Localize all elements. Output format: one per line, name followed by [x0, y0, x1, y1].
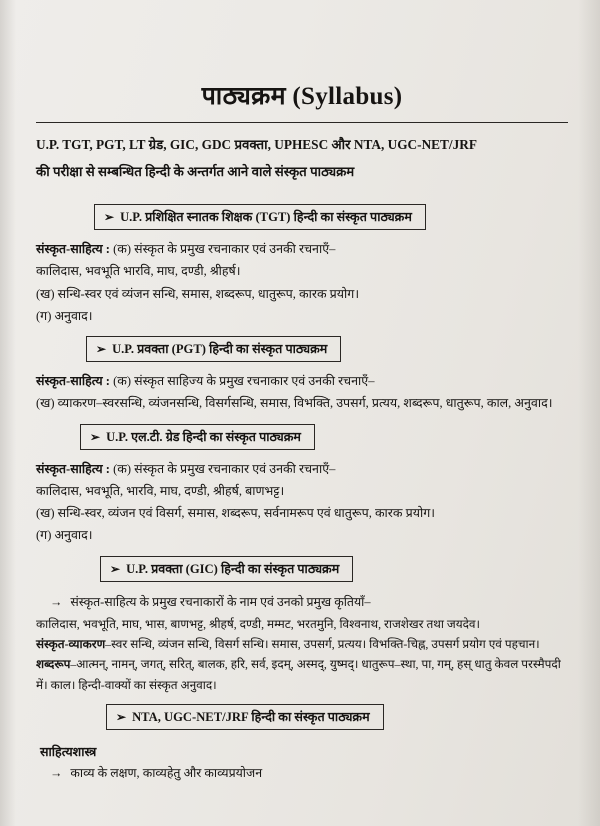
section-heading-pgt [86, 336, 341, 362]
section-gic-line-3 [36, 676, 570, 694]
line-label: शब्दरूप [36, 657, 71, 672]
arrow-icon: → [50, 766, 63, 781]
arrow-icon: → [50, 594, 63, 609]
arrow-icon: ➢ [90, 429, 101, 444]
section-heading-text: U.P. प्रशिक्षित स्नातक शिक्षक (TGT) हिन्दी का संस्कृत पाठ्यक्रम [120, 210, 412, 225]
section-heading-lt-grade [80, 424, 315, 450]
line-text: (ग) अनुवाद। [36, 528, 93, 543]
line-label: संस्कृत-व्याकरण [36, 637, 106, 652]
section-gic-line-2 [36, 655, 570, 673]
line-text: कालिदास, भवभूति भारवि, माघ, दण्डी, श्रीहर्ष। [36, 264, 241, 279]
exam-line-2: की परीक्षा से सम्बन्धित हिन्दी के अन्तर्गत आने वाले संस्कृत पाठ्यक्रम [36, 163, 355, 179]
section-lt-line-0 [36, 459, 570, 479]
section-lt-grade [34, 416, 570, 457]
section-gic-arrow-item-0 [50, 593, 570, 613]
line-text: (क) संस्कृत साहिज्य के प्रमुख रचनाकार एवं उनकी रचनाएँ– [113, 374, 375, 389]
section-gic-line-0 [36, 615, 570, 633]
arrow-icon: ➢ [116, 710, 127, 725]
line-text: (ख) सन्धि-स्वर, व्यंजन एवं विसर्ग, समास, शब्दरूप, सर्वनामरूप एवं धातुरूप, कारक प्रयोग। [36, 506, 435, 521]
section-heading-text: NTA, UGC-NET/JRF हिन्दी का संस्कृत पाठ्यक्रम [132, 710, 370, 725]
line-text: कालिदास, भवभूति, भारवि, माघ, दण्डी, श्रीहर्ष, बाणभट्ट। [36, 483, 285, 498]
section-tgt-line-1 [36, 261, 570, 281]
section-pgt-line-1 [36, 393, 570, 413]
line-text: –आत्मन्, नामन्, जगत्, सरित्, बालक, हरि, सर्व, इदम्, अस्मद्, युष्मद्। धातुरूप–स्था, पा, गम्, हस् धातु केवल परस्मैपदी [70, 657, 561, 672]
section-heading-text: U.P. प्रवक्ता (PGT) हिन्दी का संस्कृत पाठ्यक्रम [112, 342, 328, 357]
line-text: कालिदास, भवभूति, माघ, भास, बाणभट्ट, श्रीहर्ष, दण्डी, मम्मट, भरतमुनि, विश्वनाथ, राजशेखर तथा जयदेव। [36, 616, 481, 631]
arrow-icon: ➢ [110, 561, 121, 576]
page-title: पाठ्यक्रम (Syllabus) [201, 83, 403, 110]
section-heading-tgt [94, 204, 426, 230]
section-heading-nta [106, 704, 384, 730]
line-label: संस्कृत-साहित्य : [36, 461, 110, 476]
line-label: संस्कृत-साहित्य : [36, 374, 110, 389]
section-nta [34, 696, 570, 737]
section-tgt [34, 196, 570, 237]
section-gic [34, 548, 570, 589]
section-nta-subhead: साहित्यशास्त्र [40, 745, 97, 760]
section-pgt [34, 328, 570, 369]
section-lt-line-3 [36, 525, 570, 545]
line-text: (क) संस्कृत के प्रमुख रचनाकार एवं उनकी रचनाएँ– [113, 242, 336, 257]
arrow-icon: ➢ [96, 342, 107, 357]
exam-line-1: U.P. TGT, PGT, LT ग्रेड, GIC, GDC प्रवक्ता, UPHESC और NTA, UGC-NET/JRF [36, 137, 477, 152]
title-divider [36, 122, 568, 123]
line-text: (ख) व्याकरण–स्वरसन्धि, व्यंजनसन्धि, विसर्गसन्धि, समास, विभक्ति, उपसर्ग, प्रत्यय, शब्दरूप, धातुरूप, काल, अनुवाद। [36, 396, 553, 411]
line-text: में। काल। हिन्दी-वाक्यों का संस्कृत अनुवाद। [36, 677, 217, 692]
section-heading-text: U.P. प्रवक्ता (GIC) हिन्दी का संस्कृत पाठ्यक्रम [126, 561, 340, 576]
section-nta-arrow-item-0 [50, 764, 570, 784]
arrow-item-text: संस्कृत-साहित्य के प्रमुख रचनाकारों के नाम एवं उनको प्रमुख कृतियाँ– [70, 594, 371, 609]
section-tgt-line-3 [36, 306, 570, 326]
section-pgt-line-0 [36, 371, 570, 391]
arrow-icon: ➢ [104, 210, 115, 225]
line-text: –स्वर सन्धि, व्यंजन सन्धि, विसर्ग सन्धि। समास, उपसर्ग, प्रत्यय। विभक्ति-चिह्न, उपसर्ग प्रयोग एवं पहचान। [105, 637, 540, 652]
section-lt-line-2 [36, 503, 570, 523]
line-text: (ग) अनुवाद। [36, 308, 93, 323]
arrow-item-text: काव्य के लक्षण, काव्यहेतु और काव्यप्रयोजन [70, 766, 263, 781]
line-text: (क) संस्कृत के प्रमुख रचनाकार एवं उनकी रचनाएँ– [113, 461, 336, 476]
line-label: संस्कृत-साहित्य : [36, 242, 110, 257]
section-lt-line-1 [36, 481, 570, 501]
section-heading-gic [100, 556, 353, 582]
line-text: (ख) सन्धि-स्वर एवं व्यंजन सन्धि, समास, शब्दरूप, धातुरूप, कारक प्रयोग। [36, 286, 360, 301]
section-tgt-line-2 [36, 284, 570, 304]
section-gic-line-1 [36, 635, 570, 653]
section-tgt-line-0 [36, 239, 570, 259]
section-heading-text: U.P. एल.टी. ग्रेड हिन्दी का संस्कृत पाठ्यक्रम [106, 429, 301, 444]
